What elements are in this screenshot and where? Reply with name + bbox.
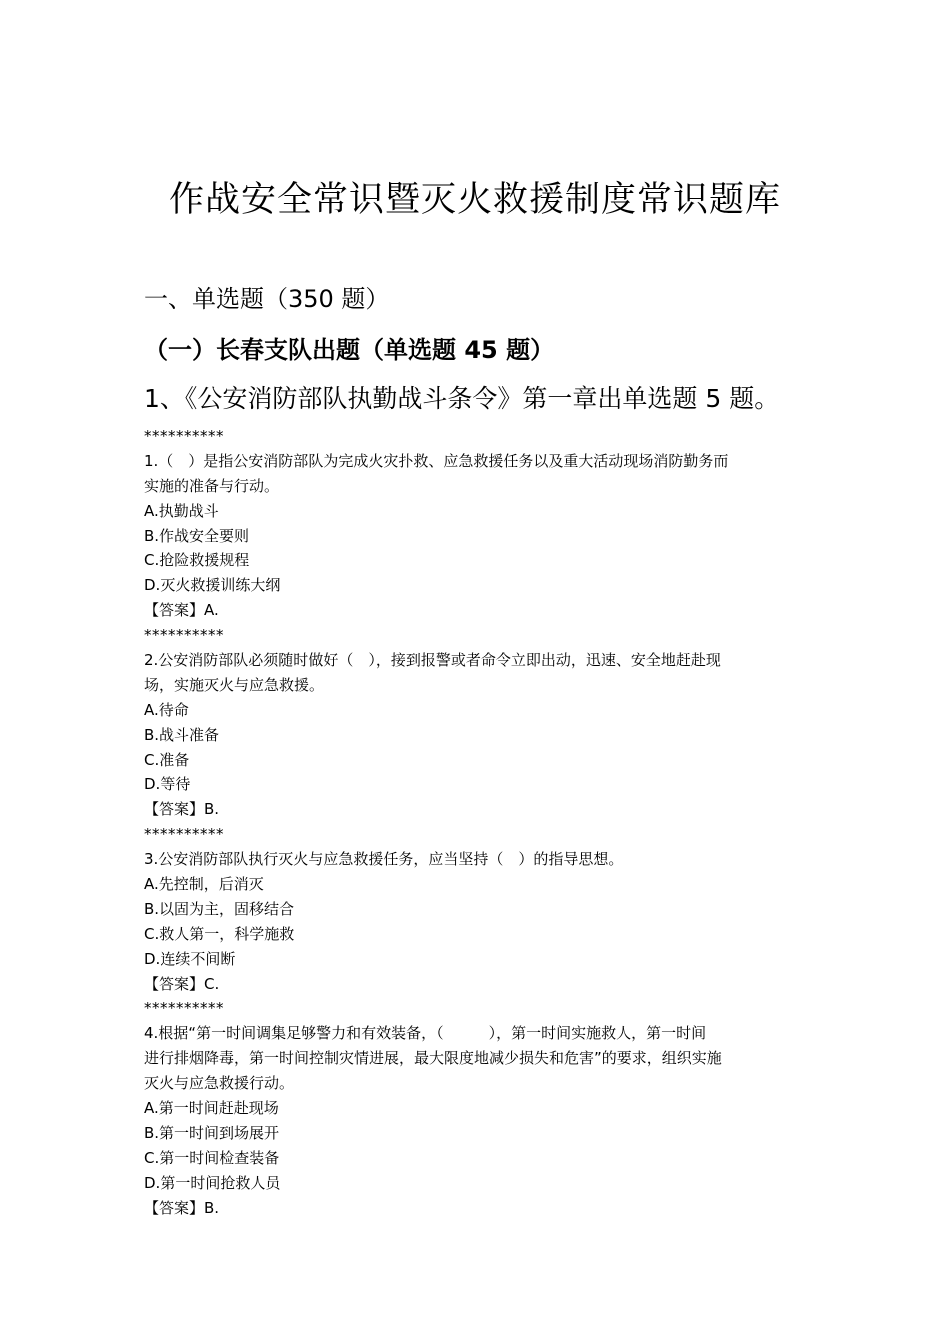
answer: 【答案】A. (144, 601, 219, 620)
question-2 (144, 648, 806, 822)
question-1 (144, 449, 806, 623)
question-4 (144, 1021, 806, 1220)
question-stem-line: 2.公安消防部队必须随时做好（ ），接到报警或者命令立即出动，迅速、安全地赶赴现 (144, 651, 721, 670)
question-stem-line: 灭火与应急救援行动。 (144, 1074, 295, 1093)
option-c: C.抢险救援规程 (144, 551, 250, 570)
option-c: C.准备 (144, 750, 190, 769)
section-heading: 一、单选题（350 题） (144, 285, 390, 313)
separator: ********** (144, 427, 224, 445)
option-a: A.第一时间赶赴现场 (144, 1099, 279, 1118)
answer: 【答案】C. (144, 974, 220, 993)
answer: 【答案】B. (144, 1198, 220, 1217)
option-a: A.待命 (144, 700, 189, 719)
question-stem-line: 4.根据“第一时间调集足够警力和有效装备，（ ），第一时间实施救人，第一时间 (144, 1024, 707, 1043)
answer: 【答案】B. (144, 800, 220, 819)
separator: ********** (144, 825, 224, 844)
question-3 (144, 847, 806, 996)
option-a: A.先控制，后消灭 (144, 875, 264, 894)
question-stem-line: 3.公安消防部队执行灭火与应急救援任务，应当坚持（ ）的指导思想。 (144, 850, 624, 869)
option-b: B.战斗准备 (144, 725, 220, 744)
option-d: D.灭火救援训练大纲 (144, 576, 281, 595)
option-d: D.等待 (144, 775, 191, 794)
question-stem-line: 进行排烟降毒，第一时间控制灾情进展，最大限度地减少损失和危害”的要求，组织实施 (144, 1049, 722, 1068)
option-c: C.第一时间检查装备 (144, 1148, 280, 1167)
question-stem-line: 场，实施灭火与应急救援。 (144, 675, 325, 694)
separator: ********** (144, 999, 224, 1018)
question-list (144, 424, 806, 1221)
option-d: D.连续不间断 (144, 949, 236, 968)
option-a: A.执勤战斗 (144, 501, 219, 520)
document-title: 作战安全常识暨灭火救援制度常识题库 (168, 180, 781, 220)
subsection-heading: （一）长春支队出题（单选题 45 题） (144, 336, 555, 364)
option-c: C.救人第一，科学施救 (144, 924, 295, 943)
option-b: B.作战安全要则 (144, 526, 250, 545)
separator: ********** (144, 626, 224, 645)
chapter-heading: 1、《公安消防部队执勤战斗条令》第一章出单选题 5 题。 (144, 384, 780, 413)
option-b: B.以固为主，固移结合 (144, 899, 295, 918)
question-stem-line: 1.（ ）是指公安消防部队为完成火灾扑救、应急救援任务以及重大活动现场消防勤务而 (144, 451, 729, 470)
option-b: B.第一时间到场展开 (144, 1123, 280, 1142)
question-stem-line: 实施的准备与行动。 (144, 476, 280, 495)
option-d: D.第一时间抢救人员 (144, 1173, 281, 1192)
